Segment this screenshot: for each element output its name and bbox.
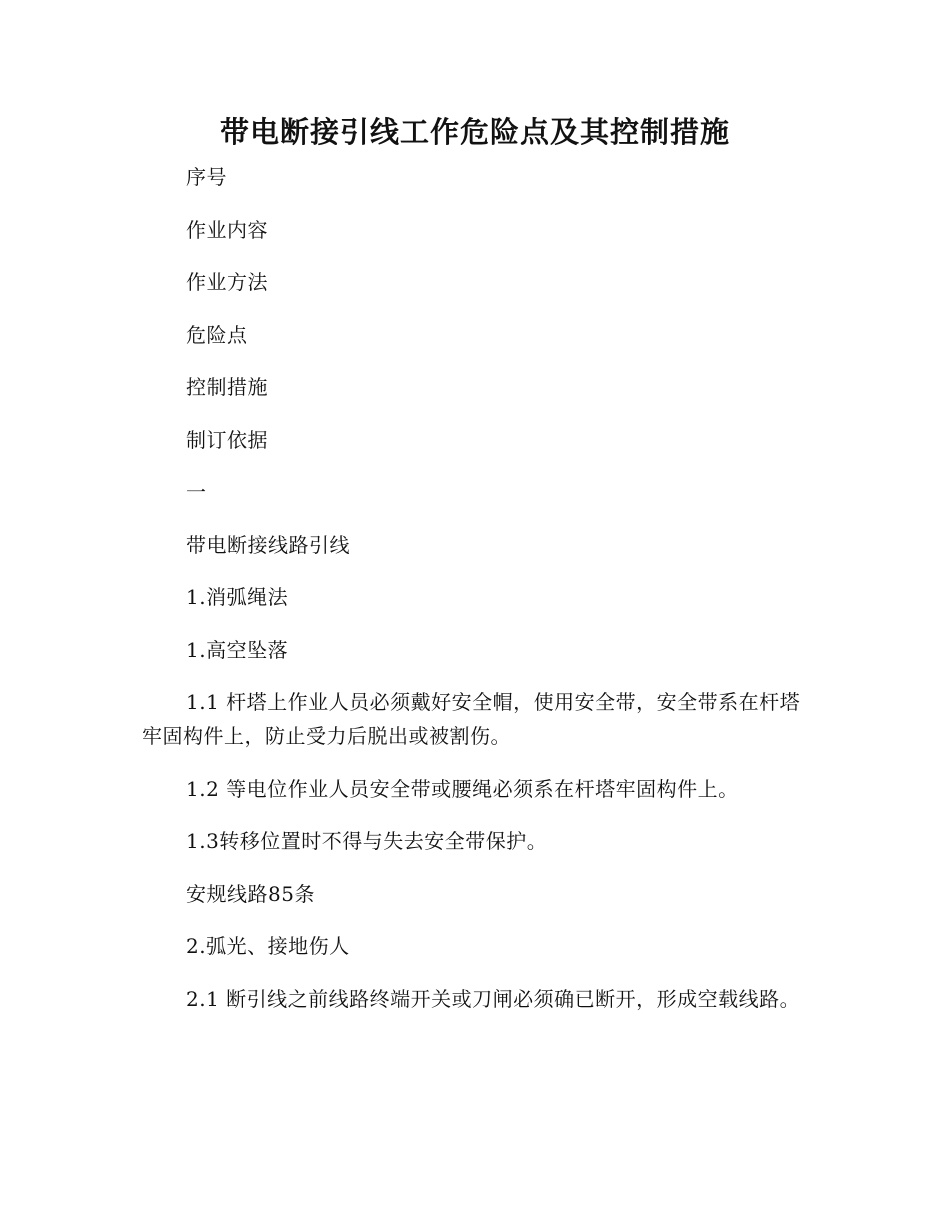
paragraph: 1.2 等电位作业人员安全带或腰绳必须系在杆塔牢固构件上。 [186, 776, 739, 801]
paragraph: 作业内容 [186, 217, 268, 242]
paragraph: 带电断接线路引线 [186, 532, 350, 557]
paragraph: 1.3转移位置时不得与失去安全带保护。 [186, 829, 548, 853]
paragraph: 序号 [186, 165, 227, 189]
document-body [142, 160, 802, 1034]
paragraph: 1.高空坠落 [186, 637, 289, 662]
paragraph: 作业方法 [186, 270, 268, 294]
paragraph: 制订依据 [186, 427, 268, 452]
paragraph: 1.1 杆塔上作业人员必须戴好安全帽，使用安全带，安全带系在杆塔牢固构件上，防止受力后脱出或被割伤。 [142, 690, 801, 748]
document-title: 带电断接引线工作危险点及其控制措施 [219, 115, 730, 149]
paragraph: 危险点 [186, 322, 248, 347]
paragraph: 2.1 断引线之前线路终端开关或刀闸必须确已断开，形成空载线路。 [186, 986, 801, 1011]
paragraph: 2.弧光、接地伤人 [186, 934, 350, 958]
paragraph: 一 [186, 480, 207, 504]
paragraph: 1.消弧绳法 [186, 585, 289, 609]
paragraph: 安规线路85条 [186, 881, 315, 906]
paragraph: 控制措施 [186, 375, 268, 399]
